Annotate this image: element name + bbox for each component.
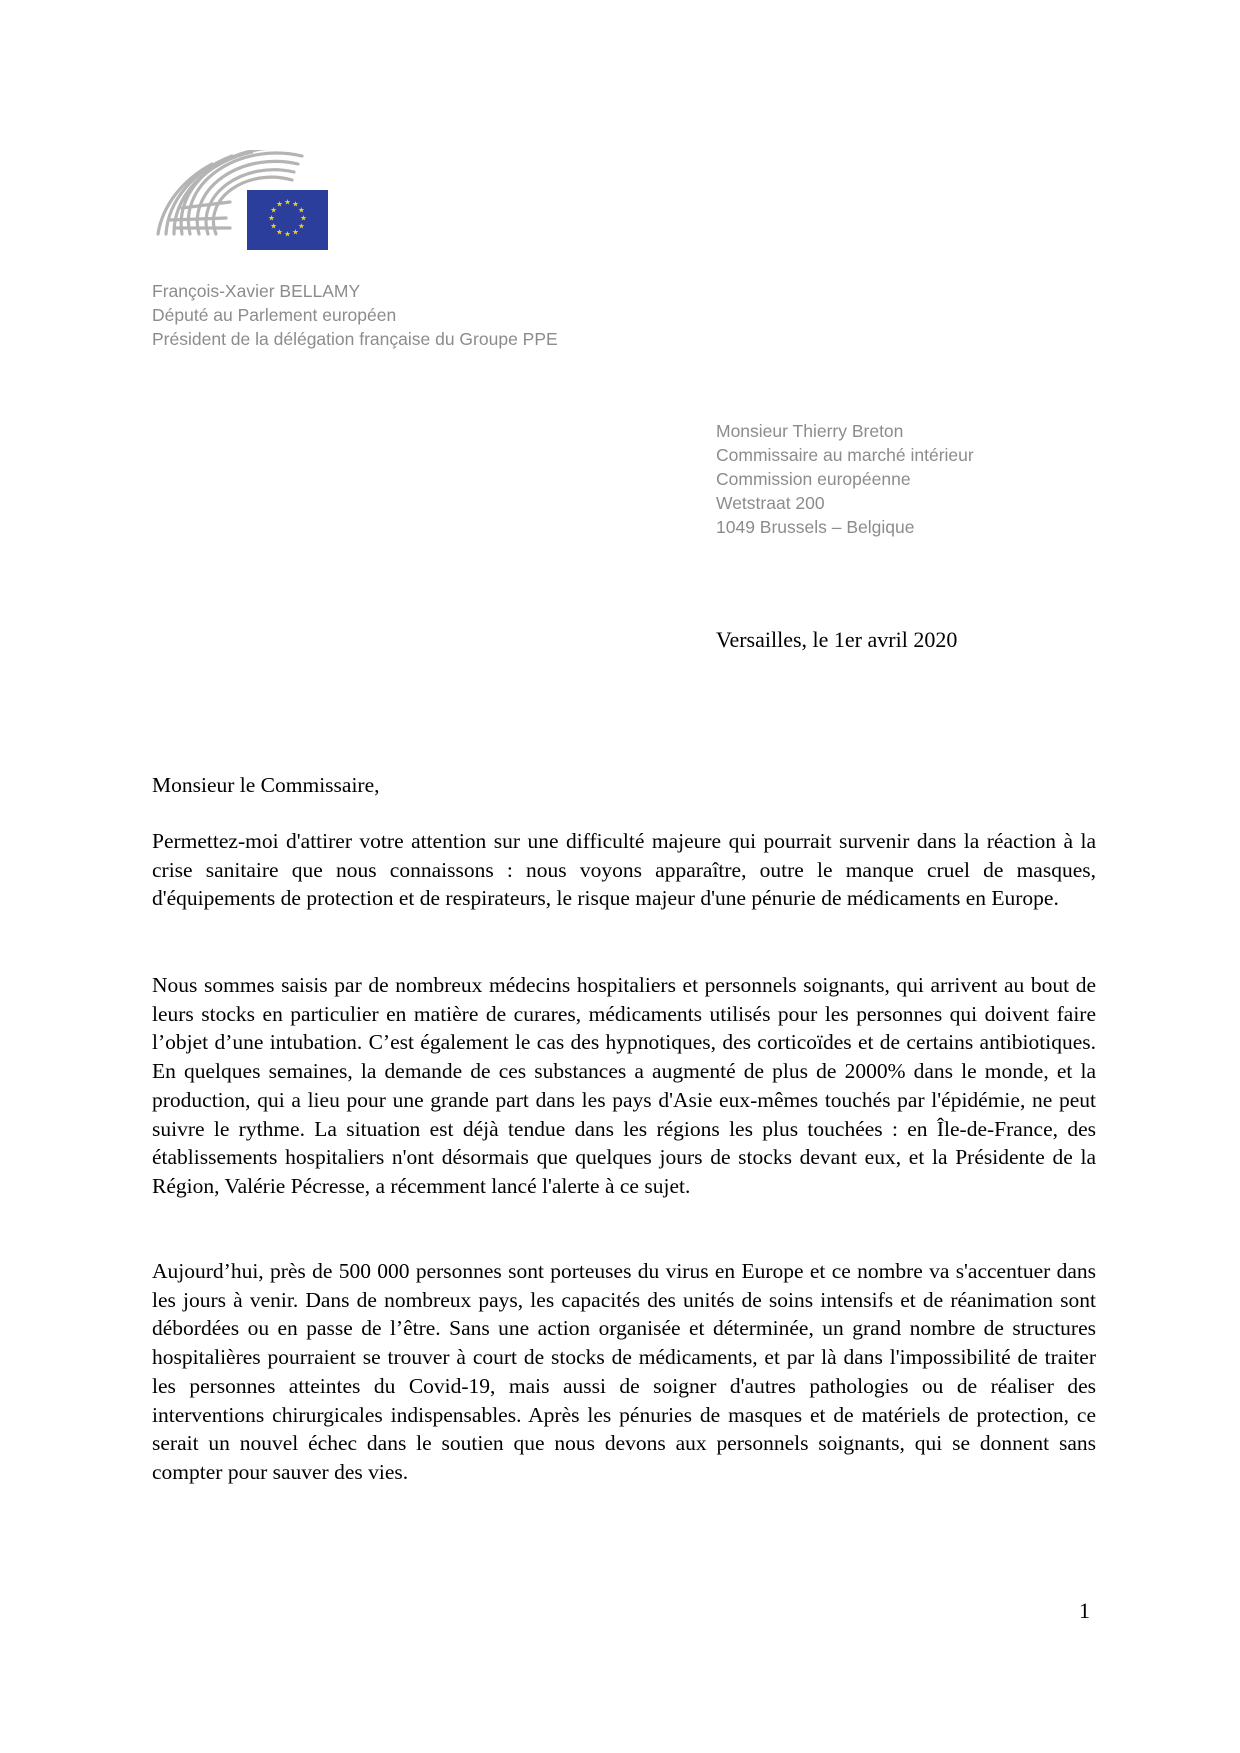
svg-text:★: ★ <box>284 229 291 239</box>
svg-text:★: ★ <box>268 213 275 223</box>
svg-text:★: ★ <box>284 197 291 207</box>
sender-name: François-Xavier BELLAMY <box>152 281 361 301</box>
body-paragraph: Aujourd’hui, près de 500 000 personnes sont porteuses du virus en Europe et ce nombre va s'accentuer dans les jours à venir. Dans de nombreux pays, les capacités des unités de soins intensifs et de réanimation sont débordées ou en passe de l’être. Sans une action organisée et déterminée, un grand nombre de structures hospitalières pourraient se trouver à court de stocks de médicaments, et par là dans l'impossibilité de traiter les personnes atteintes du Covid-19, mais aussi de soigner d'autres pathologies ou de réaliser des interventions chirurgicales indispensables. Après les pénuries de masques et de matériels de protection, ce serait un nouvel échec dans le soutien que nous devons aux personnels soignants, qui se donnent sans compter pour sauver des vies. <box>152 1259 1096 1484</box>
recipient-address <box>716 419 1156 539</box>
page-number: 1 <box>1079 1598 1090 1623</box>
sender-position: Président de la délégation française du Groupe PPE <box>152 329 558 349</box>
recipient-city: 1049 Brussels – Belgique <box>716 517 915 537</box>
sender-block <box>152 279 652 351</box>
recipient-title: Commissaire au marché intérieur <box>716 445 974 465</box>
recipient-institution: Commission européenne <box>716 469 911 489</box>
svg-text:★: ★ <box>276 199 283 209</box>
svg-text:★: ★ <box>270 205 277 215</box>
salutation: Monsieur le Commissaire, <box>152 773 380 797</box>
svg-text:★: ★ <box>270 221 277 231</box>
body-paragraph: Permettez-moi d'attirer votre attention sur une difficulté majeure qui pourrait survenir dans la réaction à la crise sanitaire que nous connaissons : nous voyons apparaître, outre le manque cruel de masques, d'équipements de protection et de respirateurs, le risque majeur d'une pénurie de médicaments en Europe. <box>152 829 1096 911</box>
svg-text:★: ★ <box>292 227 299 237</box>
svg-text:★: ★ <box>298 205 305 215</box>
eu-flag-icon <box>247 190 328 250</box>
sender-role: Député au Parlement européen <box>152 305 397 325</box>
svg-text:★: ★ <box>276 227 283 237</box>
recipient-street: Wetstraat 200 <box>716 493 825 513</box>
svg-text:★: ★ <box>300 213 307 223</box>
recipient-name: Monsieur Thierry Breton <box>716 421 904 441</box>
european-parliament-logo <box>152 150 328 250</box>
svg-text:★: ★ <box>292 199 299 209</box>
date-line: Versailles, le 1er avril 2020 <box>716 627 958 652</box>
body-paragraph: Nous sommes saisis par de nombreux médecins hospitaliers et personnels soignants, qui arrivent au bout de leurs stocks en particulier en matière de curares, médicaments utilisés pour les personnes qui doivent faire l’objet d’une intubation. C’est également le cas des hypnotiques, des corticoïdes et de certains antibiotiques. En quelques semaines, la demande de ces substances a augmenté de plus de 2000% dans le monde, et la production, qui a lieu pour une grande part dans les pays d'Asie eux-mêmes touchés par l'épidémie, ne peut suivre le rythme. La situation est déjà tendue dans les régions les plus touchées : en Île-de-France, des établissements hospitaliers n'ont désormais que quelques jours de stocks devant eux, et la Présidente de la Région, Valérie Pécresse, a récemment lancé l'alerte à ce sujet. <box>152 973 1096 1198</box>
svg-text:★: ★ <box>298 221 305 231</box>
